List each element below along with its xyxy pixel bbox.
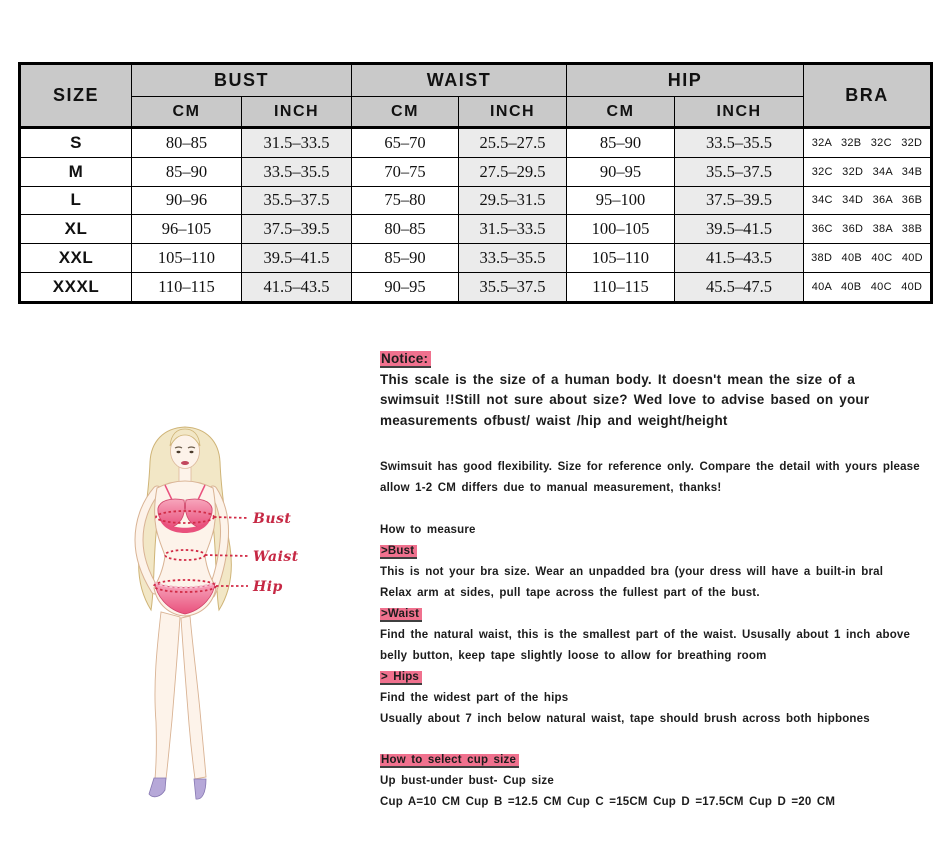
bra-cell: 32A 32B 32C 32D [804,128,932,158]
bust-cm-cell: 110–115 [132,272,242,302]
header-waist-inch: INCH [459,97,567,128]
header-group-row [20,64,932,97]
bust-inch-cell: 39.5–41.5 [242,244,352,273]
hips-instruction-line: Usually about 7 inch below natural waist, tape should brush across both hipbones [380,713,870,725]
notice-intro-line: swimsuit !!Still not sure about size? Wed love to advise based on your [380,392,870,407]
waist-cm-cell: 65–70 [352,128,459,158]
size-row-xl [20,215,932,244]
header-hip-inch: INCH [675,97,804,128]
bust-label: Bust [253,511,292,527]
hips-instruction-line: Find the widest part of the hips [380,692,569,704]
flexibility-block [380,457,935,499]
bust-instruction-line: Relax arm at sides, pull tape across the fullest part of the bust. [380,587,760,599]
hip-inch-cell: 45.5–47.5 [675,272,804,302]
header-bust-inch: INCH [242,97,352,128]
header-bra: BRA [804,64,932,128]
waist-inch-cell: 29.5–31.5 [459,186,567,215]
hip-cm-cell: 85–90 [567,128,675,158]
waist-heading: >Waist [380,608,422,622]
hip-label: Hip [253,579,283,595]
notice-intro-block [380,349,935,431]
size-cell: XL [20,215,132,244]
size-cell: S [20,128,132,158]
hip-inch-cell: 39.5–41.5 [675,215,804,244]
bra-cell: 38D 40B 40C 40D [804,244,932,273]
notice-intro-line: This scale is the size of a human body. It doesn't mean the size of a [380,371,856,387]
waist-inch-cell: 25.5–27.5 [459,128,567,158]
size-cell: L [20,186,132,215]
waist-inch-cell: 35.5–37.5 [459,272,567,302]
header-size: SIZE [20,64,132,128]
bra-cell: 32C 32D 34A 34B [804,157,932,186]
header-waist: WAIST [352,64,567,97]
waist-cm-cell: 70–75 [352,157,459,186]
right-leg-shape [181,616,206,779]
waist-instruction-line: belly button, keep tape slightly loose to allow for breathing room [380,650,767,662]
how-to-measure-title: How to measure [380,524,476,536]
bust-cm-cell: 90–96 [132,186,242,215]
size-cell: M [20,157,132,186]
left-eye [177,451,181,453]
waist-inch-cell: 31.5–33.5 [459,215,567,244]
bust-inch-cell: 37.5–39.5 [242,215,352,244]
waist-label: Waist [253,549,299,565]
header-hip: HIP [567,64,804,97]
bust-inch-cell: 41.5–43.5 [242,272,352,302]
right-shoe [194,779,206,799]
cup-size-line: Up bust-under bust- Cup size [380,775,554,787]
bust-cm-cell: 85–90 [132,157,242,186]
bust-cm-cell: 96–105 [132,215,242,244]
bra-cell: 34C 34D 36A 36B [804,186,932,215]
waist-cm-cell: 75–80 [352,186,459,215]
left-leg-shape [155,612,180,779]
header-bust: BUST [132,64,352,97]
lips [181,461,189,465]
waist-inch-cell: 33.5–35.5 [459,244,567,273]
size-row-l [20,186,932,215]
size-row-xxxl [20,272,932,302]
size-cell: XXXL [20,272,132,302]
hips-heading: > Hips [380,671,422,685]
bust-instruction-line: This is not your bra size. Wear an unpadded bra (your dress will have a built-in bral [380,566,884,578]
flexibility-line: allow 1-2 CM differs due to manual measurement, thanks! [380,482,722,494]
measurement-figure [95,422,345,812]
hip-cm-cell: 100–105 [567,215,675,244]
left-shoe [149,778,166,797]
flexibility-line: Swimsuit has good flexibility. Size for reference only. Compare the detail with yours please [380,461,920,473]
hip-cm-cell: 90–95 [567,157,675,186]
header-bust-cm: CM [132,97,242,128]
header-hip-cm: CM [567,97,675,128]
hip-cm-cell: 95–100 [567,186,675,215]
hip-inch-cell: 41.5–43.5 [675,244,804,273]
size-row-s [20,128,932,158]
body-sketch-illustration [95,422,345,812]
bust-inch-cell: 31.5–33.5 [242,128,352,158]
hip-inch-cell: 33.5–35.5 [675,128,804,158]
cup-size-block [380,750,935,813]
header-unit-row [20,97,932,128]
bust-leader-line [214,517,248,518]
waist-leader-line [205,555,248,556]
bust-cm-cell: 80–85 [132,128,242,158]
how-to-measure-block [380,520,935,730]
size-cell: XXL [20,244,132,273]
bra-cell: 36C 36D 38A 38B [804,215,932,244]
size-row-m [20,157,932,186]
right-eye [190,451,194,453]
hip-inch-cell: 37.5–39.5 [675,186,804,215]
bra-cell: 40A 40B 40C 40D [804,272,932,302]
cup-size-heading: How to select cup size [380,754,519,768]
waist-instruction-line: Find the natural waist, this is the smallest part of the waist. Ususally about 1 inch above [380,629,911,641]
waist-inch-cell: 27.5–29.5 [459,157,567,186]
hip-cm-cell: 110–115 [567,272,675,302]
notice-intro-line: measurements ofbust/ waist /hip and weight/height [380,412,728,428]
hip-inch-cell: 35.5–37.5 [675,157,804,186]
bust-cm-cell: 105–110 [132,244,242,273]
waist-cm-cell: 80–85 [352,215,459,244]
cup-size-line: Cup A=10 CM Cup B =12.5 CM Cup C =15CM Cup D =17.5CM Cup D =20 CM [380,796,836,808]
notice-heading: Notice: [380,351,431,368]
bust-inch-cell: 33.5–35.5 [242,157,352,186]
size-chart-table [18,62,933,304]
header-waist-cm: CM [352,97,459,128]
waist-cm-cell: 85–90 [352,244,459,273]
notice-section [380,349,935,813]
bust-inch-cell: 35.5–37.5 [242,186,352,215]
bust-heading: >Bust [380,545,417,559]
waist-cm-cell: 90–95 [352,272,459,302]
size-row-xxl [20,244,932,273]
hip-cm-cell: 105–110 [567,244,675,273]
